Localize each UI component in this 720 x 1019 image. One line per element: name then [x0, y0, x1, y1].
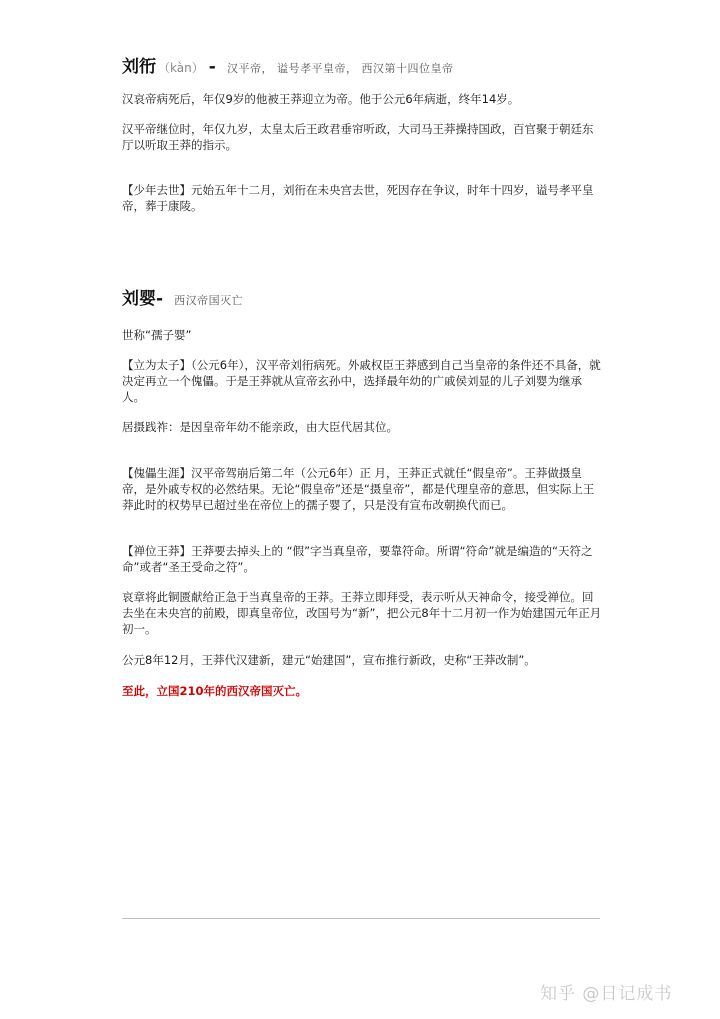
heading-subtitle: 西汉帝国灭亡 [174, 294, 244, 307]
heading-name: 刘婴- [122, 289, 164, 309]
page-divider [122, 918, 600, 919]
paragraph: 【立为太子】（公元6年），汉平帝刘衎病死。外戚权臣王莽感到自己当皇帝的条件还不具备，就决定再立一个傀儡。于是王莽就从宣帝玄孙中，选择最年幼的广戚侯刘显的儿子刘婴为继承人。 [122, 358, 601, 404]
heading-subtitle: 汉平帝， 谥号孝平皇帝， 西汉第十四位皇帝 [226, 62, 454, 75]
paragraph: 【少年去世】元始五年十二月，刘衎在未央宫去世，死因存在争议，时年十四岁，谥号孝平皇帝，葬于康陵。 [122, 183, 594, 213]
paragraph: 汉平帝继位时，年仅九岁，太皇太后王政君垂帘听政，大司马王莽操持国政，百官聚于朝廷东厅以听取王莽的指示。 [122, 122, 594, 152]
paragraph: 居摄践祚：是因皇帝年幼不能亲政，由大臣代居其位。 [122, 420, 398, 434]
paragraph: 哀章将此铜匮献给正急于当真皇帝的王莽。王莽立即拜受，表示听从天神命令，接受禅位。回去坐在未央宫的前殿，即真皇帝位，改国号为“新”，把公元8年十二月初一作为始建国元年正月初一。 [122, 590, 602, 636]
zhihu-watermark: 知乎 @日记成书 [540, 984, 673, 1004]
heading-dash: - [208, 57, 216, 77]
paragraph: 世称“孺子婴” [122, 328, 192, 342]
paragraph: 公元8年12月，王莽代汉建新，建元“始建国”，宣布推行新政，史称“王莽改制”。 [122, 653, 536, 667]
heading-name: 刘衎 [122, 57, 156, 77]
section-heading-liu-kan [122, 52, 453, 77]
section-heading-liu-ying [122, 284, 243, 309]
conclusion-red-paragraph: 至此，立国210年的西汉帝国灭亡。 [122, 684, 308, 698]
paragraph: 汉哀帝病死后，年仅9岁的他被王莽迎立为帝。他于公元6年病逝，终年14岁。 [122, 92, 520, 106]
heading-pinyin: （kàn） [158, 61, 204, 75]
paragraph: 【禅位王莽】王莽要去掉头上的 “假”字当真皇帝，要靠符命。所谓“符命”就是编造的“天符之命”或者“圣王受命之符”。 [122, 544, 593, 574]
paragraph: 【傀儡生涯】汉平帝驾崩后第二年（公元6年）正 月，王莽正式就任“假皇帝”。王莽做摄皇帝，是外戚专权的必然结果。无论“假皇帝”还是“摄皇帝”，都是代理皇帝的意思，但实际上王莽此时的权势早已超过坐在帝位上的孺子婴了，只是没有宣布改朝换代而已。 [122, 466, 595, 512]
